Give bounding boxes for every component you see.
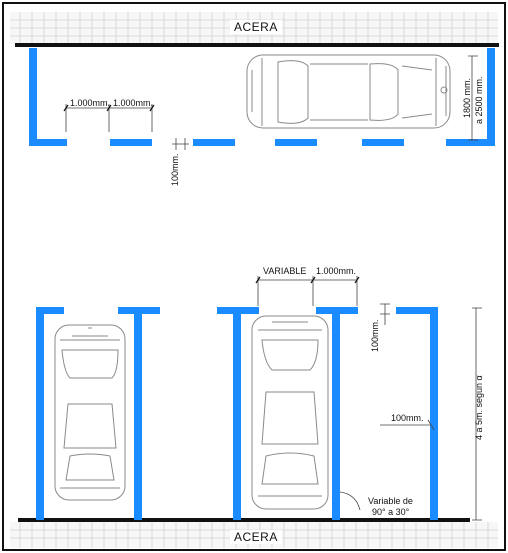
dim-line-thickness-right: 100mm. <box>391 413 424 423</box>
dim-seg-width-a: 1.000mm. <box>70 98 111 108</box>
bottom-sidewalk-label: ACERA <box>230 530 282 544</box>
dim-line-gap-right: 100mm. <box>370 319 380 352</box>
dimension-lines <box>66 56 482 520</box>
angle-label-1: Variable de <box>368 496 413 506</box>
dim-gap-depth: 100mm. <box>170 153 180 186</box>
car-left-stall <box>55 325 125 500</box>
dim-stall-length: 4 a 5m. segun α <box>474 375 484 440</box>
drawing-border <box>3 3 505 550</box>
top-sidewalk-label: ACERA <box>230 20 282 34</box>
dim-line-width-top: 1.000mm. <box>316 266 357 276</box>
car-center-stall <box>252 316 328 509</box>
dim-seg-width-b: 1.000mm. <box>113 98 154 108</box>
dim-parallel-depth: 1800 mm. <box>462 77 472 118</box>
angle-label-2: 90° a 30° <box>372 507 410 517</box>
dim-parallel-depth-max: a 2500 mm. <box>474 76 484 124</box>
car-top-parallel <box>247 55 450 128</box>
dim-variable: VARIABLE <box>263 266 307 276</box>
